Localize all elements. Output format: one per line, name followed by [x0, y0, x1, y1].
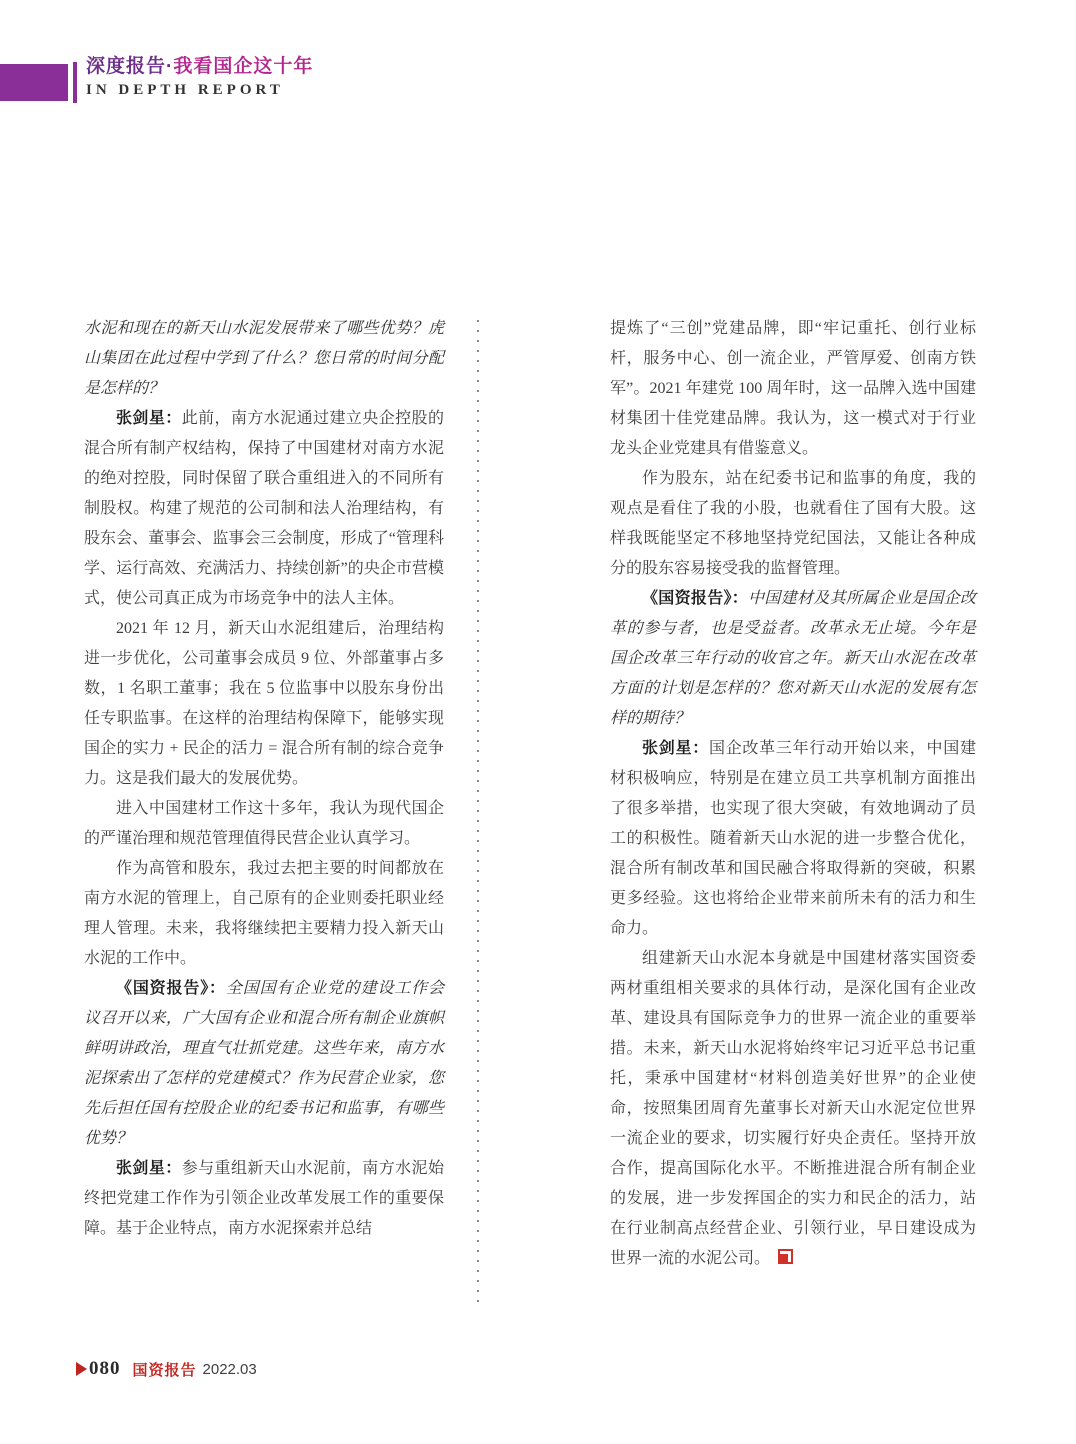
paragraph-text: 国企改革三年行动开始以来，中国建材积极响应，特别是在建立员工共享机制方面推出了很多举措，也实现了很大突破，有效地调动了员工的积极性。随着新天山水泥的进一步整合优化，混合所有制改革和国民融合将取得新的突破，积累更多经验。这也将给企业带来前所未有的活力和生命力。: [610, 740, 976, 937]
magazine-name: 国资报告: [132, 1362, 197, 1379]
answer-paragraph: [84, 794, 444, 854]
page-footer: [76, 1358, 257, 1380]
page-number: 080: [89, 1358, 121, 1379]
answer-paragraph: [610, 464, 976, 584]
paragraph-text: 全国国有企业党的建设工作会议召开以来，广大国有企业和混合所有制企业旗帜鲜明讲政治，理直气壮抓党建。这些年来，南方水泥探索出了怎样的党建模式？作为民营企业家，您先后担任国有控股企业的纪委书记和监事，有哪些优势？: [84, 980, 444, 1147]
right-column: [610, 314, 976, 1274]
answer-paragraph: [84, 854, 444, 974]
answer-paragraph: [610, 734, 976, 944]
footer-triangle-icon: [76, 1362, 87, 1376]
question-paragraph: [84, 974, 444, 1154]
speaker-label: 张剑星：: [642, 740, 709, 757]
header: [86, 57, 313, 98]
section-topic-cn: 我看国企这十年: [173, 56, 314, 77]
answer-paragraph: [84, 404, 444, 614]
section-title-en: IN DEPTH REPORT: [86, 82, 284, 98]
paragraph-text: 进入中国建材工作这十多年，我认为现代国企的严谨治理和规范管理值得民营企业认真学习。: [84, 800, 444, 847]
paragraph-text: 中国建材及其所属企业是国企改革的参与者，也是受益者。改革永无止境。今年是国企改革三年行动的收官之年。新天山水泥在改革方面的计划是怎样的？您对新天山水泥的发展有怎样的期待？: [610, 590, 976, 727]
paragraph-text: 2021 年 12 月，新天山水泥组建后，治理结构进一步优化，公司董事会成员 9 位、外部董事占多数，1 名职工董事；我在 5 位监事中以股东身份出任专职监事。在这样的治理结构保障下，能够实现国企的实力 + 民企的活力 = 混合所有制的综合竞争力。这是我们最大的发展优势。: [84, 620, 444, 787]
header-purple-block: [0, 64, 68, 101]
paragraph-text: 提炼了“三创”党建品牌，即“牢记重托、创行业标杆，服务中心、创一流企业，严管厚爱、创南方铁军”。2021 年建党 100 周年时，这一品牌入选中国建材集团十佳党建品牌。我认为，这一模式对于行业龙头企业党建具有借鉴意义。: [610, 320, 976, 457]
section-title-separator: ·: [166, 56, 174, 77]
question-paragraph: [84, 314, 444, 404]
speaker-label: 张剑星：: [116, 1160, 182, 1177]
section-title-cn: 深度报告: [86, 56, 167, 77]
article-end-mark-icon: [778, 1249, 793, 1264]
paragraph-text: 组建新天山水泥本身就是中国建材落实国资委两材重组相关要求的具体行动，是深化国有企业改革、建设具有国际竞争力的世界一流企业的重要举措。未来，新天山水泥将始终牢记习近平总书记重托，秉承中国建材“材料创造美好世界”的企业使命，按照集团周育先董事长对新天山水泥定位世界一流企业的要求，切实履行好央企责任。坚持开放合作，提高国际化水平。不断推进混合所有制企业的发展，进一步发挥国企的实力和民企的活力，站在行业制高点经营企业、引领行业，早日建设成为世界一流的水泥公司。: [610, 950, 976, 1267]
paragraph-text: 作为股东，站在纪委书记和监事的角度，我的观点是看住了我的小股，也就看住了国有大股。这样我既能坚定不移地坚持党纪国法，又能让各种成分的股东容易接受我的监督管理。: [610, 470, 976, 577]
answer-paragraph: [610, 314, 976, 464]
column-divider-dotted-line: [477, 320, 479, 1308]
section-title: [86, 57, 313, 76]
paragraph-text: 此前，南方水泥通过建立央企控股的混合所有制产权结构，保持了中国建材对南方水泥的绝对控股，同时保留了联合重组进入的不同所有制股权。构建了规范的公司制和法人治理结构，有股东会、董事会、监事会三会制度，形成了“管理科学、运行高效、充满活力、持续创新”的央企市营模式，使公司真正成为市场竞争中的法人主体。: [84, 410, 444, 607]
left-column: [84, 314, 444, 1244]
speaker-label: 张剑星：: [116, 410, 182, 427]
speaker-label: 《国资报告》：: [116, 980, 226, 997]
header-purple-bar: [73, 62, 77, 103]
paragraph-text: 作为高管和股东，我过去把主要的时间都放在南方水泥的管理上，自己原有的企业则委托职业经理人管理。未来，我将继续把主要精力投入新天山水泥的工作中。: [84, 860, 444, 967]
answer-paragraph: [84, 614, 444, 794]
speaker-label: 《国资报告》：: [642, 590, 749, 607]
paragraph-text: 水泥和现在的新天山水泥发展带来了哪些优势？虎山集团在此过程中学到了什么？您日常的时间分配是怎样的？: [84, 320, 444, 397]
paragraph-text: 参与重组新天山水泥前，南方水泥始终把党建工作作为引领企业改革发展工作的重要保障。基于企业特点，南方水泥探索并总结: [84, 1160, 444, 1237]
answer-paragraph: [610, 944, 976, 1274]
question-paragraph: [610, 584, 976, 734]
answer-paragraph: [84, 1154, 444, 1244]
issue-date: 2022.03: [202, 1360, 257, 1378]
